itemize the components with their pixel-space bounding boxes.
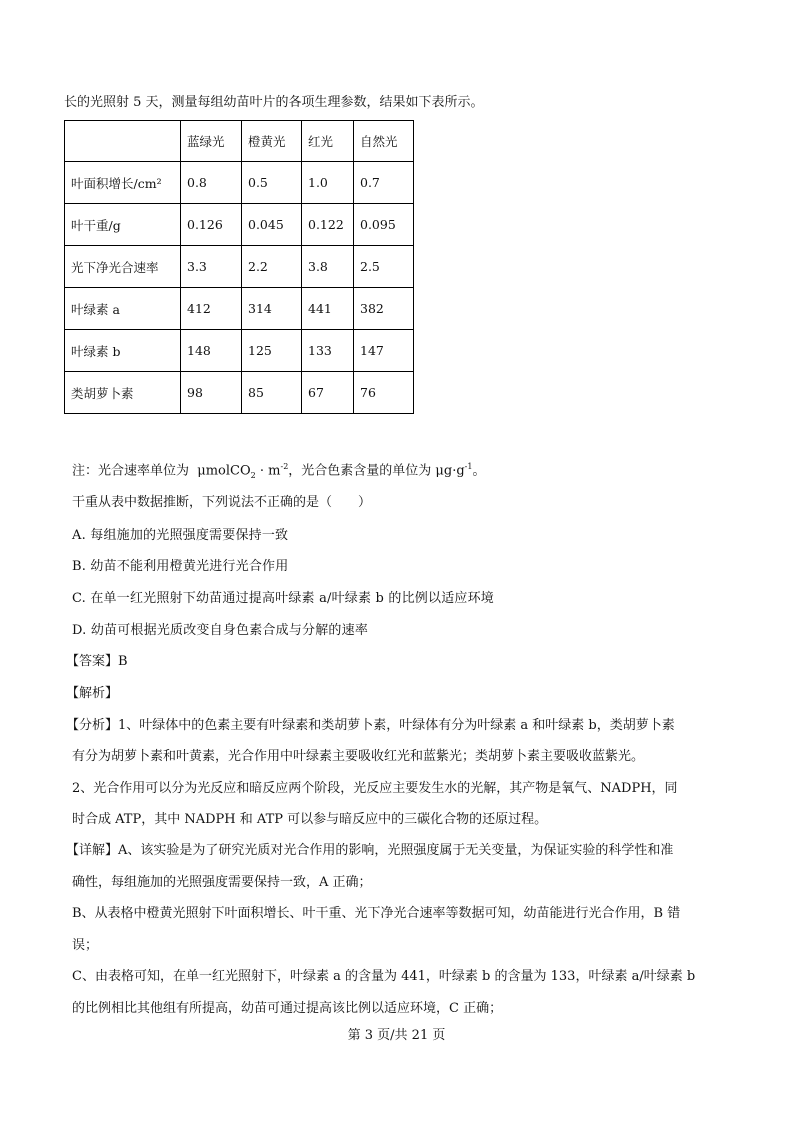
analysis-line: 【详解】A、该实验是为了研究光质对光合作用的影响，光照强度属于无关变量，为保证实验的科学性和准 (66, 843, 674, 858)
note-unit-1: μmolCO (197, 463, 251, 479)
analysis-line: C、由表格可知，在单一红光照射下，叶绿素 a 的含量为 441，叶绿素 b 的含量为 133，叶绿素 a/叶绿素 b (72, 969, 696, 984)
table-cell: 0.122 (302, 204, 354, 246)
table-cell: 98 (181, 372, 242, 414)
table-cell: 382 (354, 288, 414, 330)
table-header-row (65, 121, 414, 162)
table-header-cell: 自然光 (354, 121, 414, 162)
table-cell: 67 (302, 372, 354, 414)
physiology-table (64, 120, 414, 414)
table-cell: 0.7 (354, 162, 414, 204)
table-cell: 3.3 (181, 246, 242, 288)
table-cell: 85 (242, 372, 302, 414)
row-label-cell: 类胡萝卜素 (65, 372, 181, 414)
table-cell: 133 (302, 330, 354, 372)
table-cell: 2.2 (242, 246, 302, 288)
option-a: A. 每组施加的光照强度需要保持一致 (72, 528, 289, 543)
note-suffix: 。 (472, 463, 486, 479)
table-cell: 0.045 (242, 204, 302, 246)
table-cell: 412 (181, 288, 242, 330)
table-cell: 3.8 (302, 246, 354, 288)
answer-value: B (118, 654, 128, 669)
table-cell: 441 (302, 288, 354, 330)
note-unit-1-sub: 2 (250, 470, 256, 480)
note-unit-1-sup: -2 (280, 462, 289, 471)
table-cell: 76 (354, 372, 414, 414)
table-cell: 1.0 (302, 162, 354, 204)
table-cell: 0.095 (354, 204, 414, 246)
note-unit-2: μg·g (435, 463, 465, 479)
table-header-cell: 橙黄光 (242, 121, 302, 162)
note-unit-1-rest: · m (255, 463, 281, 479)
answer-label: 【答案】 (66, 654, 119, 669)
table-cell: 148 (181, 330, 242, 372)
analysis-line: 【分析】1、叶绿体中的色素主要有叶绿素和类胡萝卜素，叶绿体有分为叶绿素 a 和叶绿素 b，类胡萝卜素 (66, 718, 675, 733)
analysis-line: 确性，每组施加的光照强度需要保持一致，A 正确； (72, 875, 372, 890)
analysis-line: 2、光合作用可以分为光反应和暗反应两个阶段，光反应主要发生水的光解，其产物是氧气、NADPH，同 (72, 781, 678, 796)
row-label-cell: 叶绿素 a (65, 288, 181, 330)
table-cell: 0.5 (242, 162, 302, 204)
table-row (65, 204, 414, 246)
analysis-line: 有分为胡萝卜素和叶黄素，光合作用中叶绿素主要吸收红光和蓝紫光；类胡萝卜素主要吸收蓝紫光。 (72, 749, 645, 764)
analysis-label: 【解析】 (66, 686, 119, 701)
note-prefix: 注：光合速率单位为 (72, 463, 190, 479)
table-cell: 2.5 (354, 246, 414, 288)
table-cell: 0.126 (181, 204, 242, 246)
table-header-cell (65, 121, 181, 162)
note-unit-2-sup: -1 (464, 462, 473, 471)
question-stem: 干重从表中数据推断，下列说法不正确的是（ ） (72, 495, 372, 510)
row-label-cell: 叶干重/g (65, 204, 181, 246)
analysis-line: 时合成 ATP，其中 NADPH 和 ATP 可以参与暗反应中的三碳化合物的还原过程。 (72, 812, 548, 827)
unit-note (72, 458, 485, 485)
table-row (65, 330, 414, 372)
table-header-cell: 蓝绿光 (181, 121, 242, 162)
option-d: D. 幼苗可根据光质改变自身色素合成与分解的速率 (72, 623, 369, 638)
table-cell: 125 (242, 330, 302, 372)
table-cell: 147 (354, 330, 414, 372)
table-row (65, 246, 414, 288)
intro-text: 长的光照射 5 天，测量每组幼苗叶片的各项生理参数，结果如下表所示。 (64, 95, 484, 110)
page-footer: 第 3 页/共 21 页 (347, 1028, 446, 1043)
option-b: B. 幼苗不能利用橙黄光进行光合作用 (72, 559, 289, 574)
table-header-cell: 红光 (302, 121, 354, 162)
table-row (65, 288, 414, 330)
option-c: C. 在单一红光照射下幼苗通过提高叶绿素 a/叶绿素 b 的比例以适应环境 (72, 591, 494, 606)
analysis-line: B、从表格中橙黄光照射下叶面积增长、叶干重、光下净光合速率等数据可知，幼苗能进行光合作用，B 错 (72, 906, 681, 921)
row-label-cell: 光下净光合速率 (65, 246, 181, 288)
row-label-cell: 叶面积增长/cm² (65, 162, 181, 204)
answer-line (66, 653, 128, 671)
row-label-cell: 叶绿素 b (65, 330, 181, 372)
table-row (65, 372, 414, 414)
table-cell: 0.8 (181, 162, 242, 204)
analysis-line: 的比例相比其他组有所提高，幼苗可通过提高该比例以适应环境，C 正确； (72, 1001, 503, 1016)
table-row (65, 162, 414, 204)
note-middle: ，光合色素含量的单位为 (288, 463, 436, 479)
analysis-line: 误； (72, 938, 99, 953)
table-cell: 314 (242, 288, 302, 330)
